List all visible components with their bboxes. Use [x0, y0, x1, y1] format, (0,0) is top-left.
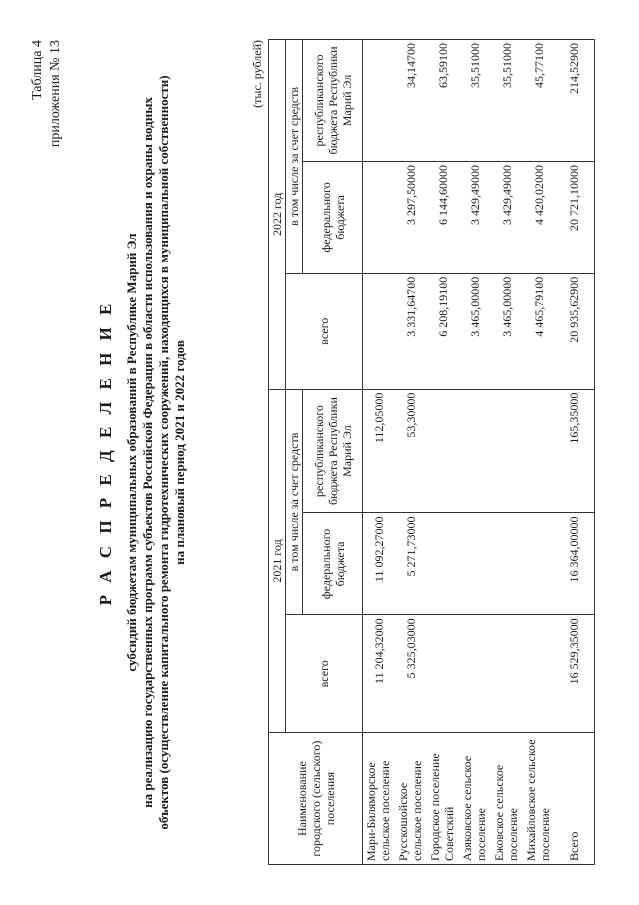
federal-2022: 6 144,60000	[427, 161, 459, 273]
header-year-2022: 2022 год	[269, 40, 286, 390]
header-total-2022: всего	[286, 273, 363, 389]
total-2022: 6 208,19100	[427, 273, 459, 389]
table-row	[363, 40, 395, 865]
table-row	[459, 40, 491, 865]
total-2022: 3 465,00000	[459, 273, 491, 389]
republic-2021	[459, 389, 491, 513]
subsidy-table	[268, 39, 595, 865]
total-2021	[459, 615, 491, 733]
federal-2021: 5 271,73000	[395, 513, 427, 615]
settlement-name: Мари-Биляморское сельское поселение	[363, 733, 395, 865]
settlement-name: Ежовское сельское поселение	[491, 733, 523, 865]
federal-2022: 3 429,49000	[491, 161, 523, 273]
settlement-name: Михайловское сельское поселение	[523, 733, 555, 865]
table-row	[491, 40, 523, 865]
document-title	[98, 0, 188, 905]
header-incl-2021: в том числе за счет средств	[286, 389, 303, 615]
federal-2021	[427, 513, 459, 615]
republic-2022	[363, 40, 395, 162]
federal-2022: 3 429,49000	[459, 161, 491, 273]
total-2022: 4 465,79100	[523, 273, 555, 389]
header-incl-2022: в том числе за счет средств	[286, 40, 303, 274]
header-republic-2021: республиканского бюджета Республики Марий Эл	[303, 389, 363, 513]
federal-2021: 11 092,27000	[363, 513, 395, 615]
federal-2022: 20 721,10000	[555, 161, 595, 273]
table-row	[395, 40, 427, 865]
settlement-name: Всего	[555, 733, 595, 865]
republic-2022: 214,52900	[555, 40, 595, 162]
header-federal-2022: федерального бюджета	[303, 161, 363, 273]
title-line-3: объектов (осуществление капитального ремонта гидротехнических сооружений, находящихся в муниципальной собственности)	[156, 75, 171, 830]
title-heading: Р А С П Р Е Д Е Л Е Н И Е	[96, 299, 115, 606]
total-2021: 11 204,32000	[363, 615, 395, 733]
total-2022: 3 331,64700	[395, 273, 427, 389]
total-2021	[523, 615, 555, 733]
republic-2021: 53,30000	[395, 389, 427, 513]
federal-2021: 16 364,00000	[555, 513, 595, 615]
header-federal-2021: федерального бюджета	[303, 513, 363, 615]
settlement-name: Русскошойское сельское поселение	[395, 733, 427, 865]
federal-2022: 4 420,02000	[523, 161, 555, 273]
federal-2022: 3 297,50000	[395, 161, 427, 273]
header-republic-2022: республиканского бюджета Республики Марий Эл	[303, 40, 363, 162]
republic-2022: 63,59100	[427, 40, 459, 162]
title-line-4: на плановый период 2021 и 2022 годов	[172, 340, 187, 565]
republic-2021	[427, 389, 459, 513]
settlement-name: Азяковское сельское поселение	[459, 733, 491, 865]
settlement-name: Городское поселение Советский	[427, 733, 459, 865]
federal-2021	[523, 513, 555, 615]
total-2021: 16 529,35000	[555, 615, 595, 733]
units-label: (тыс. рублей)	[250, 40, 264, 108]
republic-2021: 165,35000	[555, 389, 595, 513]
header-year-2021: 2021 год	[269, 389, 286, 733]
table-row	[523, 40, 555, 865]
total-2021: 5 325,03000	[395, 615, 427, 733]
federal-2022	[363, 161, 395, 273]
header-settlement: Наименование городского (сельского) поселения	[269, 733, 363, 865]
republic-2021: 112,05000	[363, 389, 395, 513]
table-row	[427, 40, 459, 865]
republic-2022: 34,14700	[395, 40, 427, 162]
title-line-2: на реализацию государственных программ субъектов Российской Федерации в области использования и охраны водных	[140, 97, 155, 808]
header-total-2021: всего	[286, 615, 363, 733]
appendix-number: приложения № 13	[48, 40, 63, 148]
republic-2021	[523, 389, 555, 513]
republic-2022: 35,51000	[459, 40, 491, 162]
total-2021	[491, 615, 523, 733]
federal-2021	[491, 513, 523, 615]
total-2022	[363, 273, 395, 389]
table-row-total	[555, 40, 595, 865]
federal-2021	[459, 513, 491, 615]
republic-2022: 45,77100	[523, 40, 555, 162]
total-2022: 3 465,00000	[491, 273, 523, 389]
republic-2021	[491, 389, 523, 513]
total-2021	[427, 615, 459, 733]
table-number: Таблица 4	[30, 40, 45, 100]
total-2022: 20 935,62900	[555, 273, 595, 389]
republic-2022: 35,51000	[491, 40, 523, 162]
title-line-1: субсидий бюджетам муниципальных образований в Республике Марий Эл	[124, 233, 139, 672]
